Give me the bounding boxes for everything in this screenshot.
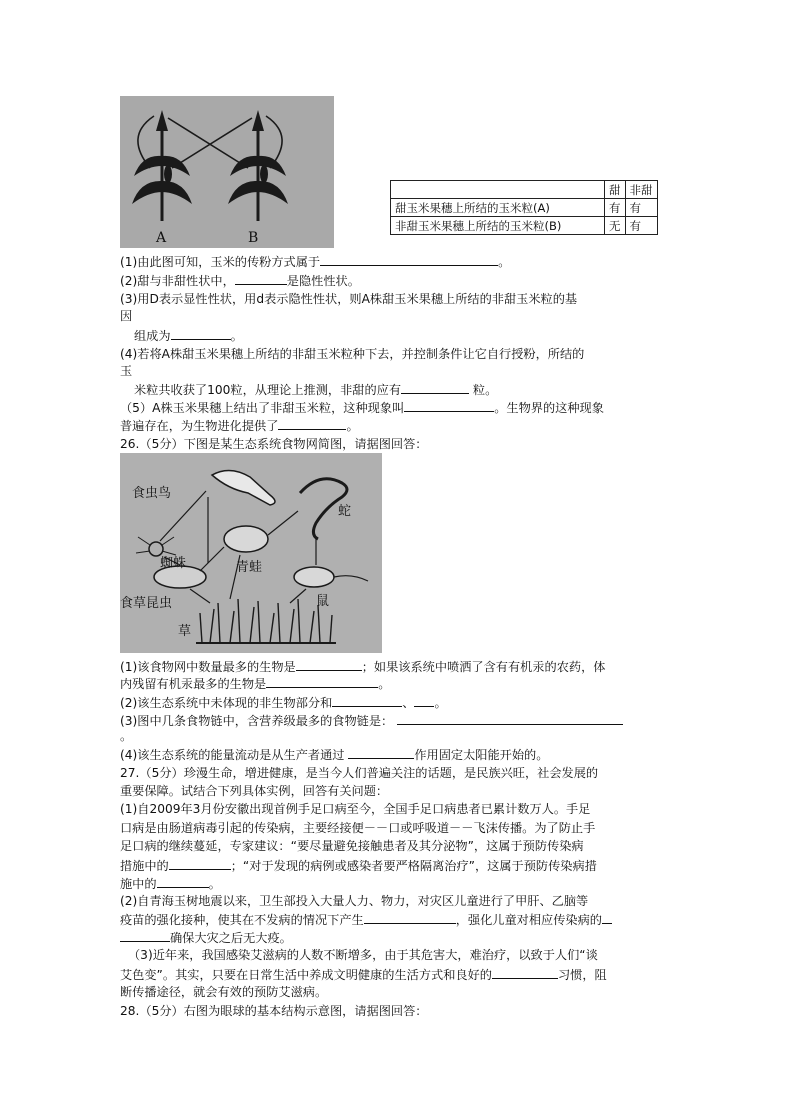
- food-web-label-spider: 蜘蛛: [160, 556, 187, 571]
- food-web-label-bird: 食虫鸟: [132, 486, 172, 501]
- q26-part1: (1)该食物网中数量最多的生物是 ；如果该系统中喷洒了含有有机汞的农药，体: [120, 657, 605, 677]
- answer-blank[interactable]: [364, 910, 456, 924]
- q27-line11: （3)近年来，我国感染艾滋病的人数不断增多，由于其危害大，难治疗，以致于人们“谈: [128, 948, 598, 962]
- q27-line7: 施中的 。: [120, 874, 221, 894]
- q27-line13: 断传播途径，就会有效的预防艾滋病。: [120, 985, 328, 999]
- food-web-label-grass: 草: [178, 624, 192, 639]
- q25-part4: (4)若将A株甜玉米果穗上所结的非甜玉米粒种下去，并控制条件让它自行授粉，所结的: [120, 347, 585, 361]
- answer-blank[interactable]: [414, 693, 434, 707]
- table-header-cell: 甜: [605, 181, 626, 199]
- answer-blank[interactable]: [397, 711, 623, 725]
- q26-part4: (4)该生态系统的能量流动是从生产者通过 作用固定太阳能开始的。: [120, 745, 548, 765]
- table-cell: 无: [605, 217, 626, 235]
- q27-line9: 疫苗的强化接种，使其在不发病的情况下产生 ，强化儿童对相应传染病的: [120, 910, 612, 930]
- q25-part3-cont: 因: [120, 309, 133, 323]
- answer-blank[interactable]: [266, 674, 378, 688]
- answer-blank[interactable]: [171, 326, 231, 340]
- corn-pollination-figure: [120, 96, 334, 248]
- answer-blank[interactable]: [602, 910, 612, 924]
- table-header-cell: 非甜: [625, 181, 657, 199]
- table-cell: 有: [625, 217, 657, 235]
- table-cell: 非甜玉米果穗上所结的玉米粒(B): [391, 217, 605, 235]
- q27-line4: 口病是由肠道病毒引起的传染病，主要经接便－－口或呼吸道－－飞沫传播。为了防止手: [120, 821, 596, 835]
- answer-blank[interactable]: [278, 416, 346, 430]
- food-web-label-frog: 青蛙: [236, 560, 263, 575]
- answer-blank[interactable]: [120, 928, 170, 942]
- q27-line8: (2)自青海玉树地震以来，卫生部投入大量人力、物力，对灾区儿童进行了甲肝、乙脑等: [120, 894, 589, 908]
- food-web-figure: [120, 453, 382, 653]
- table-cell: 有: [625, 199, 657, 217]
- corn-label-a: A: [156, 230, 167, 246]
- table-cell: 有: [605, 199, 626, 217]
- answer-blank[interactable]: [404, 398, 494, 412]
- q25-part5-cont: 普遍存在，为生物进化提供了 。: [120, 416, 359, 436]
- q27-line5: 足口病的继续蔓延，专家建议：“要尽量避免接触患者及其分泌物”，这属于预防传染病: [120, 839, 584, 853]
- q25-part1: (1)由此图可知，玉米的传粉方式属于 。: [120, 252, 510, 272]
- q26-part2: (2)该生态系统中未体现的非生物部分和 、 。: [120, 693, 447, 713]
- corn-label-b: B: [248, 230, 259, 246]
- q27-line6: 措施中的 ；“对于发现的病例或感染者要严格隔离治疗”，这属于预防传染病措: [120, 856, 597, 876]
- answer-blank[interactable]: [401, 380, 469, 394]
- q26-part3: (3)图中几条食物链中，含营养级最多的食物链是：: [120, 711, 623, 731]
- q25-part5: （5）A株玉米果穗上结出了非甜玉米粒，这种现象叫 。生物界的这种现象: [120, 398, 604, 418]
- q25-part4-cont: 玉: [120, 364, 133, 378]
- table-cell: 甜玉米果穗上所结的玉米粒(A): [391, 199, 605, 217]
- answer-blank[interactable]: [320, 252, 498, 266]
- q25-part2: (2)甜与非甜性状中， 是隐性性状。: [120, 271, 360, 291]
- answer-blank[interactable]: [296, 657, 362, 671]
- answer-blank[interactable]: [235, 271, 287, 285]
- q25-part3: (3)用D表示显性性状，用d表示隐性性状，则A株甜玉米果穗上所结的非甜玉米粒的基: [120, 292, 578, 306]
- food-web-label-mouse: 鼠: [316, 594, 330, 609]
- q27-line10: 确保大灾之后无大疫。: [120, 928, 292, 948]
- answer-blank[interactable]: [348, 745, 414, 759]
- q26-title: 26.（5分）下图是某生态系统食物网简图，请据图回答：: [120, 437, 428, 451]
- answer-blank[interactable]: [332, 693, 402, 707]
- table-header-cell: [391, 181, 605, 199]
- table-row: [391, 217, 658, 235]
- table-row: [391, 199, 658, 217]
- table-row: [391, 181, 658, 199]
- q27-line12: 艾色变”。其实，只要在日常生活中养成文明健康的生活方式和良好的 习惯，阻: [120, 965, 607, 985]
- q27-line3: (1)自2009年3月份安徽出现首例手足口病至今，全国手足口病患者已累计数万人。手足: [120, 802, 591, 816]
- q26-part1-cont: 内残留有机汞最多的生物是 。: [120, 674, 390, 694]
- food-web-label-snake: 蛇: [338, 504, 352, 519]
- q28-title: 28.（5分）右图为眼球的基本结构示意图，请据图回答：: [120, 1004, 428, 1018]
- corn-kernel-table: [390, 180, 658, 235]
- q26-part3-end: 。: [120, 729, 133, 743]
- answer-blank[interactable]: [157, 874, 209, 888]
- q25-part4-answer: 米粒共收获了100粒，从理论上推测，非甜的应有 粒。: [134, 380, 497, 400]
- answer-blank[interactable]: [492, 965, 558, 979]
- q25-part3-answer: 组成为 。: [134, 326, 243, 346]
- answer-blank[interactable]: [169, 856, 231, 870]
- q27-line2: 重要保障。试结合下列具体实例，回答有关问题：: [120, 784, 389, 798]
- food-web-label-insect: 食草昆虫: [120, 596, 173, 611]
- q27-line1: 27.（5分）珍漫生命，增进健康，是当今人们普遍关注的话题，是民族兴旺，社会发展的: [120, 766, 599, 780]
